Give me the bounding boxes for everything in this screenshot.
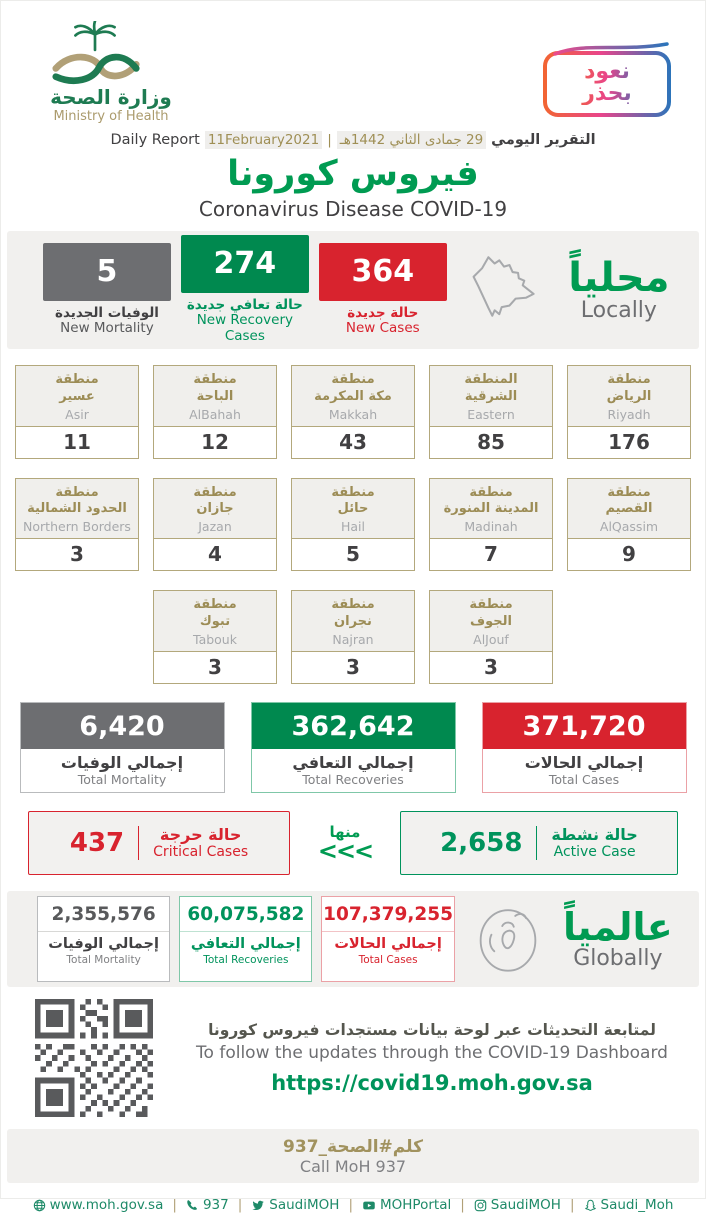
total-mortality-value: 6,420 (21, 703, 224, 749)
divider (38, 931, 169, 932)
region-card-tabouk: منطقة تبوك Tabouk 3 (153, 590, 277, 684)
region-value: 3 (154, 651, 276, 683)
region-card-najran: منطقة نجران Najran 3 (291, 590, 415, 684)
region-card-riyadh: منطقة الرياض Riyadh 176 (567, 365, 691, 459)
call-moh-ar: كلم#الصحة_937 (283, 1136, 423, 1157)
footer-separator: | (348, 1197, 353, 1213)
footer-link-instagram[interactable]: SaudiMOH (474, 1197, 561, 1213)
new-recoveries-value: 274 (181, 235, 309, 293)
left-arrows-icon: <<< (317, 837, 373, 866)
footer-links (1, 1197, 705, 1213)
call-moh-en: Call MoH 937 (299, 1156, 407, 1176)
footer-link-website[interactable]: www.moh.gov.sa (33, 1197, 164, 1213)
report-title-en: Daily Report (110, 132, 200, 148)
return-with-caution-badge (543, 51, 671, 117)
globally-section (7, 891, 699, 987)
region-value: 5 (292, 538, 414, 570)
dashboard-url-link[interactable]: https://covid19.moh.gov.sa (271, 1071, 593, 1096)
divider (322, 931, 453, 932)
saudi-map-icon (465, 248, 543, 332)
date-separator: | (327, 132, 332, 148)
dashboard-note-en: To follow the updates through the COVID-19 Dashboard (196, 1043, 668, 1064)
footer-link-twitter[interactable]: SaudiMOH (251, 1197, 339, 1213)
total-recoveries-value: 362,642 (252, 703, 455, 749)
new-cases-value: 364 (319, 243, 447, 301)
daily-report-line (1, 131, 705, 149)
region-value: 7 (430, 538, 552, 570)
region-value: 3 (16, 538, 138, 570)
local-totals (1, 702, 705, 793)
phone-icon (186, 1199, 199, 1212)
footer-link-youtube[interactable]: MOHPortal (362, 1197, 451, 1213)
globally-title-en: Globally (573, 946, 663, 972)
region-value: 85 (430, 426, 552, 458)
global-recoveries-value: 60,075,582 (187, 904, 305, 926)
corona-title-ar: فيروس كورونا (227, 154, 479, 194)
stat-new-cases (319, 243, 447, 337)
locally-title-en: Locally (580, 298, 657, 324)
region-value: 3 (292, 651, 414, 683)
new-cases-label-en: New Cases (345, 320, 420, 337)
footer-link-phone[interactable]: 937 (186, 1197, 229, 1213)
stat-new-recoveries (181, 235, 309, 345)
youtube-icon (362, 1199, 376, 1212)
badge-label: نعود بحذر (557, 61, 657, 105)
instagram-icon (474, 1199, 487, 1212)
new-mortality-label-ar: الوفيات الجديدة (54, 304, 159, 321)
corona-title-en: Coronavirus Disease COVID-19 (198, 196, 508, 221)
critical-cases-box: حالة حرجة Critical Cases 437 (28, 811, 290, 875)
footer-link-snapchat[interactable]: Saudi_Moh (584, 1197, 674, 1213)
active-cases-box: حالة نشطة Active Case 2,658 (400, 811, 678, 875)
globe-icon (33, 1199, 46, 1212)
moh-logo (31, 21, 191, 124)
region-card-aljouf: منطقة الجوف AlJouf 3 (429, 590, 553, 684)
badge-swoosh (551, 40, 671, 56)
new-mortality-label-en: New Mortality (60, 320, 154, 337)
critical-cases-value: 437 (69, 828, 125, 859)
ministry-title-ar: وزارة الصحة (50, 85, 172, 109)
region-card-jazan: منطقة جازان Jazan 4 (153, 478, 277, 572)
footer-separator: | (460, 1197, 465, 1213)
report-date-gregorian: 11February2021 (205, 131, 322, 149)
global-cases-card: 107,379,255 إجمالي الحالات Total Cases (321, 896, 454, 982)
total-cases-value: 371,720 (483, 703, 686, 749)
region-card-hail: منطقة حائل Hail 5 (291, 478, 415, 572)
region-card-northern-borders: منطقة الحدود الشمالية Northern Borders 3 (15, 478, 139, 572)
of-which-indicator (306, 823, 384, 866)
region-card-makkah: منطقة مكة المكرمة Makkah 43 (291, 365, 415, 459)
total-cases-card: 371,720 إجمالي الحالات Total Cases (482, 702, 687, 793)
divider (180, 931, 311, 932)
dashboard-note-ar: لمتابعة التحديثات عبر لوحة بيانات مستجدات فيروس كورونا (208, 1021, 656, 1040)
global-recoveries-card: 60,075,582 إجمالي التعافي Total Recoveries (179, 896, 312, 982)
region-value: 176 (568, 426, 690, 458)
region-card-asir: منطقة عسير Asir 11 (15, 365, 139, 459)
new-mortality-value: 5 (43, 243, 171, 301)
moh-logo-icon (31, 21, 159, 87)
region-value: 3 (430, 651, 552, 683)
region-value: 9 (568, 538, 690, 570)
header (1, 1, 705, 123)
qr-code (35, 999, 153, 1117)
footer-separator: | (172, 1197, 177, 1213)
snapchat-icon (584, 1199, 597, 1212)
divider (138, 826, 139, 860)
footer-separator: | (237, 1197, 243, 1213)
global-mortality-value: 2,355,576 (51, 904, 156, 926)
region-card-albahah: منطقة الباحة AlBahah 12 (153, 365, 277, 459)
dashboard-section (1, 987, 705, 1117)
locally-title-ar: محلياً (568, 255, 670, 302)
of-which-label: منها (329, 823, 361, 842)
twitter-icon (251, 1199, 265, 1212)
global-mortality-card: 2,355,576 إجمالي الوفيات Total Mortality (37, 896, 170, 982)
divider (536, 826, 537, 860)
region-value: 4 (154, 538, 276, 570)
region-value: 11 (16, 426, 138, 458)
region-value: 43 (292, 426, 414, 458)
region-value: 12 (154, 426, 276, 458)
new-recoveries-label-ar: حالة تعافي جديدة (186, 296, 303, 313)
critical-active-row (1, 811, 705, 875)
globe-icon (472, 899, 544, 979)
new-cases-label-ar: حالة جديدة (347, 304, 419, 321)
ministry-title-en: Ministry of Health (53, 109, 169, 124)
total-mortality-card: 6,420 إجمالي الوفيات Total Mortality (20, 702, 225, 793)
region-card-alqassim: منطقة القصيم AlQassim 9 (567, 478, 691, 572)
total-recoveries-card: 362,642 إجمالي التعافي Total Recoveries (251, 702, 456, 793)
report-date-hijri: 29 جمادى الثاني 1442هـ (337, 131, 486, 149)
call-moh-banner (7, 1129, 699, 1183)
stat-new-mortality (43, 243, 171, 337)
region-card-eastern: المنطقة الشرقية Eastern 85 (429, 365, 553, 459)
footer-separator: | (569, 1197, 575, 1213)
globally-title-ar: عالمياً (562, 905, 673, 950)
regions-grid (1, 365, 705, 684)
locally-section (7, 231, 699, 349)
region-card-madinah: منطقة المدينة المنورة Madinah 7 (429, 478, 553, 572)
report-title-ar: التقرير اليومي (491, 132, 596, 148)
global-cases-value: 107,379,255 (323, 904, 454, 926)
active-cases-value: 2,658 (440, 828, 523, 859)
new-recoveries-label-en: New Recovery Cases (196, 312, 294, 344)
